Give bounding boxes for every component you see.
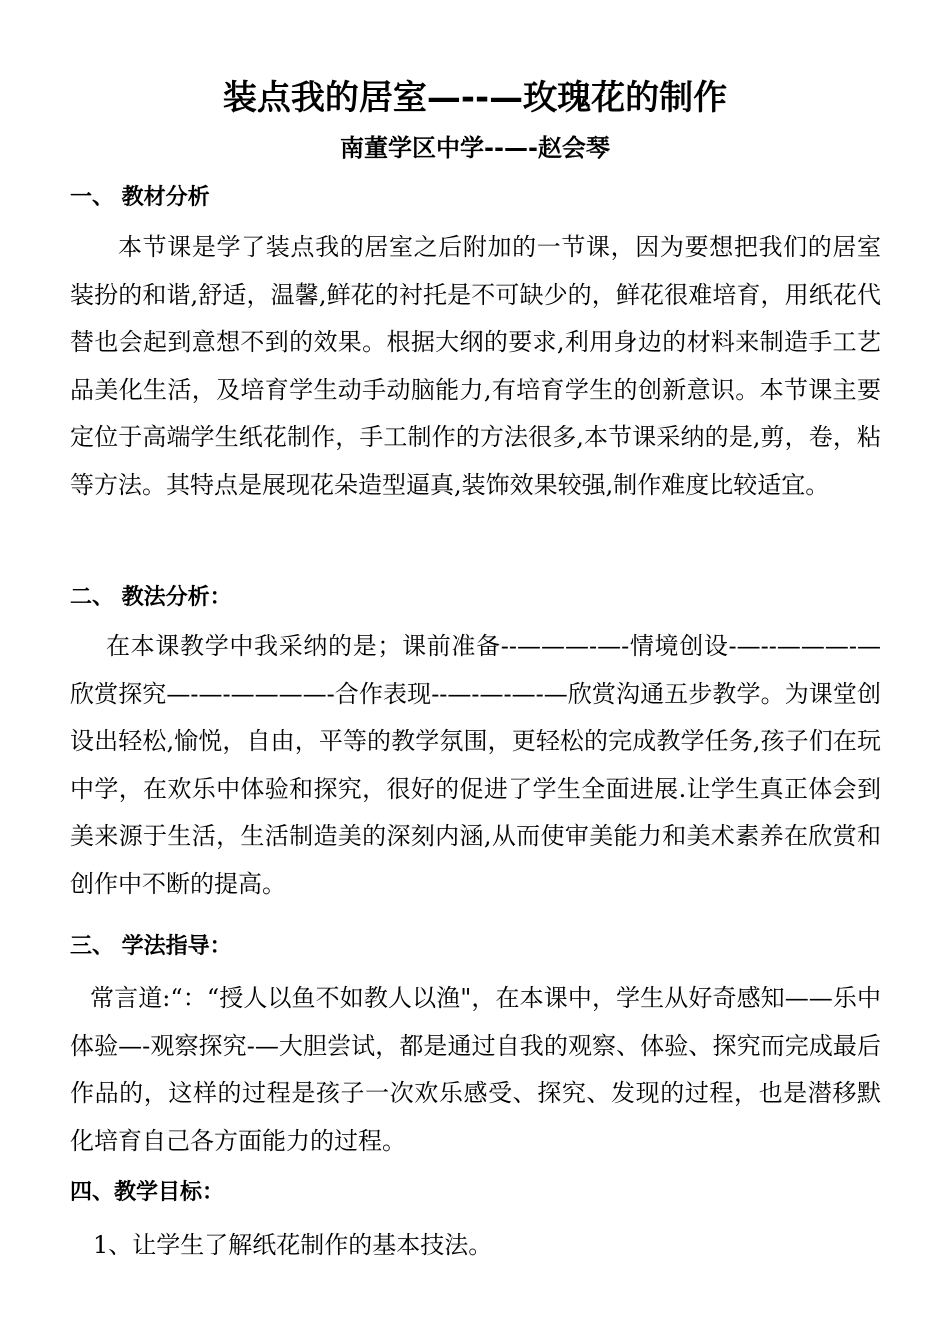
section-paragraph-teaching-method: 在本课教学中我采纳的是；课前准备--———-—-情境创设-—--———-—欣赏探究—-—-————-合作表现--—-—-—-—欣赏沟通五步教学。为课堂创设出轻松,愉悦，自由，平等的教学氛围，更轻松的完成教学任务,孩子们在玩中学，在欢乐中体验和探究，很好的促进了学生全面进展.让学生真正体会到美来源于生活，生活制造美的深刻内涵,从而使审美能力和美术素养在欣赏和创作中不断的提高。 [70, 632, 881, 898]
section-paragraph-textbook-analysis: 本节课是学了装点我的居室之后附加的一节课，因为要想把我们的居室装扮的和谐,舒适，温馨,鲜花的衬托是不可缺少的，鲜花很难培育，用纸花代替也会起到意想不到的效果。根据大纲的要求,利用身边的材料来制造手工艺品美化生活，及培育学生动手动脑能力,有培育学生的创新意识。本节课主要定位于高端学生纸花制作，手工制作的方法很多,本节课采纳的是,剪，卷，粘等方法。其特点是展现花朵造型逼真,装饰效果较强,制作难度比较适宜。 [70, 233, 881, 499]
teaching-goal-item: 1、让学生了解纸花制作的基本技法。 [93, 1231, 493, 1259]
section-heading-teaching-goals: 四、教学目标： [70, 1180, 225, 1205]
document-author-line: 南董学区中学--—-赵会琴 [340, 134, 610, 162]
section-heading-learning-guidance: 三、 学法指导： [70, 934, 232, 959]
section-heading-teaching-method: 二、 教法分析： [70, 585, 232, 610]
document-title: 装点我的居室—--—玫瑰花的制作 [222, 78, 728, 118]
section-paragraph-learning-guidance: 常言道:“：“授人以鱼不如教人以渔"，在本课中，学生从好奇感知——乐中体验—-观察探究-—大胆尝试，都是通过自我的观察、体验、探究而完成最后作品的，这样的过程是孩子一次欢乐感受、探究、发现的过程，也是潜移默化培育自己各方面能力的过程。 [70, 984, 881, 1155]
section-heading-textbook-analysis: 一、 教材分析 [70, 185, 210, 210]
